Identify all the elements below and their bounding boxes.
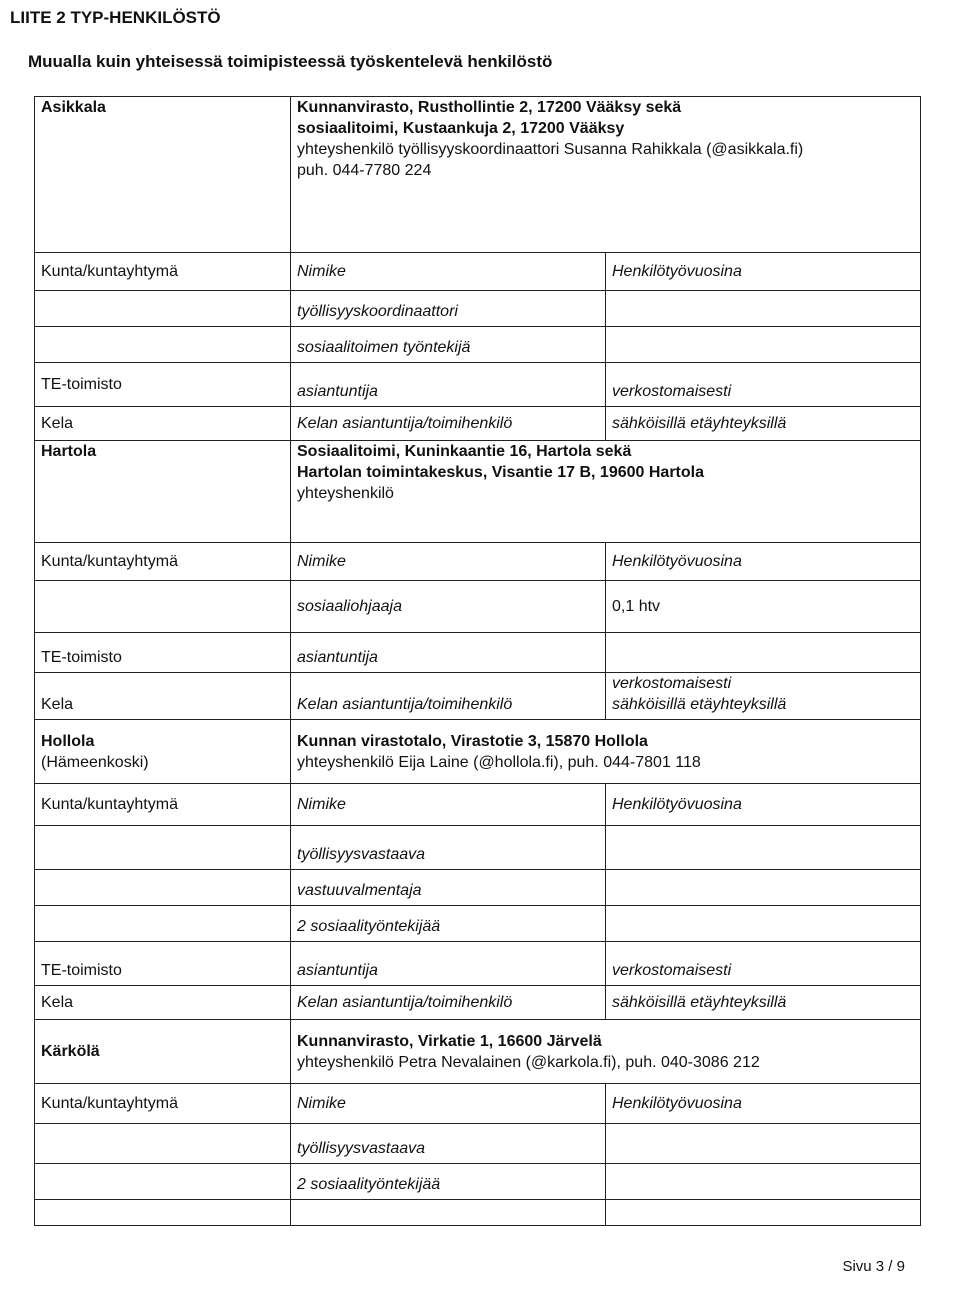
table-cell [606, 673, 921, 720]
table-row [35, 581, 921, 633]
table-cell [606, 1164, 921, 1200]
cell-text: sähköisillä etäyhteyksillä [612, 696, 787, 713]
table-cell [606, 327, 921, 363]
table-cell [606, 363, 921, 407]
document-subtitle: Muualla kuin yhteisessä toimipisteessä työskentelevä henkilöstö [28, 52, 553, 71]
staff-table-body [35, 97, 921, 1226]
table-row [35, 1164, 921, 1200]
cell-text: verkostomaisesti [612, 383, 732, 400]
cell-text: Nimike [297, 263, 346, 280]
cell-text: Nimike [297, 1095, 346, 1112]
cell-text: työllisyyskoordinaattori [297, 303, 458, 320]
cell-text: Kunnanvirasto, Virkatie 1, 16600 Järvelä [297, 1032, 602, 1050]
cell-text: Kelan asiantuntija/toimihenkilö [297, 415, 513, 432]
table-cell [35, 363, 291, 407]
cell-text: työllisyysvastaava [297, 846, 426, 863]
cell-text: Asikkala [41, 99, 106, 116]
table-cell [291, 942, 606, 986]
table-cell [35, 1124, 291, 1164]
table-cell [606, 942, 921, 986]
cell-text: TE-toimisto [41, 962, 122, 979]
table-cell [291, 1124, 606, 1164]
table-cell [291, 906, 606, 942]
cell-text: (Hämeenkoski) [41, 753, 149, 771]
cell-text: sähköisillä etäyhteyksillä [612, 415, 787, 432]
table-row [35, 1084, 921, 1124]
table-cell [35, 1200, 291, 1226]
table-cell [606, 581, 921, 633]
cell-text: Kunta/kuntayhtymä [41, 263, 178, 280]
table-row [35, 1020, 921, 1084]
cell-text: asiantuntija [297, 383, 378, 400]
cell-text: 2 sosiaalityöntekijää [297, 918, 441, 935]
table-row [35, 543, 921, 581]
table-cell [35, 906, 291, 942]
table-cell [291, 581, 606, 633]
cell-text: verkostomaisesti [612, 962, 732, 979]
cell-text: Kunta/kuntayhtymä [41, 796, 178, 813]
table-row [35, 720, 921, 784]
table-cell [291, 826, 606, 870]
table-cell [291, 441, 921, 543]
table-cell [606, 870, 921, 906]
table-cell [291, 633, 606, 673]
table-cell [291, 543, 606, 581]
table-cell [35, 870, 291, 906]
table-row [35, 673, 921, 720]
cell-text: asiantuntija [297, 962, 378, 979]
staff-table [34, 96, 921, 1226]
table-cell [35, 581, 291, 633]
table-row [35, 1200, 921, 1226]
table-cell [291, 291, 606, 327]
table-cell [291, 673, 606, 720]
table-row [35, 1124, 921, 1164]
cell-text: 0,1 htv [612, 598, 661, 615]
table-row [35, 407, 921, 441]
cell-text: Kelan asiantuntija/toimihenkilö [297, 994, 513, 1011]
table-cell [606, 291, 921, 327]
table-cell [35, 1020, 291, 1084]
cell-text: Hollola [41, 732, 95, 750]
table-cell [291, 363, 606, 407]
table-row [35, 253, 921, 291]
table-cell [606, 407, 921, 441]
table-cell [35, 720, 291, 784]
table-cell [35, 784, 291, 826]
cell-text: yhteyshenkilö työllisyyskoordinaattori Susanna Rahikkala (@asikkala.fi) [297, 141, 804, 158]
table-cell [291, 407, 606, 441]
cell-text: TE-toimisto [41, 649, 122, 666]
cell-text: Nimike [297, 796, 346, 813]
cell-text: sosiaalitoimi, Kustaankuja 2, 17200 Vääksy [297, 120, 625, 137]
cell-text: puh. 044-7780 224 [297, 162, 432, 179]
table-row [35, 97, 921, 253]
cell-text: Henkilötyövuosina [612, 553, 742, 570]
table-cell [291, 986, 606, 1020]
table-cell [35, 407, 291, 441]
cell-text: Kela [41, 994, 74, 1011]
table-cell [291, 784, 606, 826]
table-row [35, 291, 921, 327]
table-cell [291, 327, 606, 363]
table-row [35, 633, 921, 673]
table-row [35, 327, 921, 363]
table-row [35, 826, 921, 870]
cell-text: asiantuntija [297, 649, 378, 666]
table-cell [606, 906, 921, 942]
table-cell [35, 441, 291, 543]
table-cell [35, 291, 291, 327]
cell-text: verkostomaisesti [612, 675, 732, 692]
table-cell [35, 1084, 291, 1124]
table-cell [291, 1200, 606, 1226]
table-cell [606, 986, 921, 1020]
table-cell [606, 253, 921, 291]
cell-text: Kunta/kuntayhtymä [41, 1095, 178, 1112]
table-cell [291, 720, 921, 784]
table-row [35, 784, 921, 826]
table-cell [35, 633, 291, 673]
cell-text: Kärkölä [41, 1043, 100, 1060]
table-cell [606, 1124, 921, 1164]
table-cell [35, 942, 291, 986]
cell-text: Nimike [297, 553, 346, 570]
table-cell [35, 673, 291, 720]
table-cell [291, 1084, 606, 1124]
table-cell [291, 253, 606, 291]
cell-text: Kela [41, 415, 74, 432]
table-cell [35, 826, 291, 870]
table-cell [606, 633, 921, 673]
cell-text: Kunnan virastotalo, Virastotie 3, 15870 Hollola [297, 732, 648, 750]
table-row [35, 942, 921, 986]
cell-text: Kunta/kuntayhtymä [41, 553, 178, 570]
table-cell [606, 1084, 921, 1124]
table-cell [35, 543, 291, 581]
cell-text: Henkilötyövuosina [612, 1095, 742, 1112]
table-cell [606, 826, 921, 870]
cell-text: työllisyysvastaava [297, 1140, 426, 1157]
cell-text: Hartola [41, 443, 97, 460]
table-row [35, 906, 921, 942]
table-cell [291, 1020, 921, 1084]
table-cell [35, 986, 291, 1020]
cell-text: Kunnanvirasto, Rusthollintie 2, 17200 Vääksy sekä [297, 99, 682, 116]
table-row [35, 870, 921, 906]
cell-text: TE-toimisto [41, 376, 122, 393]
cell-text: Kela [41, 696, 74, 713]
table-cell [606, 784, 921, 826]
cell-text: yhteyshenkilö Petra Nevalainen (@karkola.fi), puh. 040-3086 212 [297, 1053, 760, 1071]
cell-text: sähköisillä etäyhteyksillä [612, 994, 787, 1011]
cell-text: sosiaalitoimen työntekijä [297, 339, 471, 356]
table-cell [35, 1164, 291, 1200]
cell-text: yhteyshenkilö [297, 485, 394, 502]
cell-text: Kelan asiantuntija/toimihenkilö [297, 696, 513, 713]
cell-text: 2 sosiaalityöntekijää [297, 1176, 441, 1193]
table-cell [35, 97, 291, 253]
table-cell [35, 253, 291, 291]
cell-text: Sosiaalitoimi, Kuninkaantie 16, Hartola sekä [297, 443, 632, 460]
cell-text: sosiaaliohjaaja [297, 598, 402, 615]
cell-text: Henkilötyövuosina [612, 796, 742, 813]
cell-text: Henkilötyövuosina [612, 263, 742, 280]
table-cell [606, 543, 921, 581]
table-cell [606, 1200, 921, 1226]
table-row [35, 986, 921, 1020]
table-row [35, 363, 921, 407]
cell-text: yhteyshenkilö Eija Laine (@hollola.fi), puh. 044-7801 118 [297, 753, 701, 771]
table-cell [291, 870, 606, 906]
cell-text: vastuuvalmentaja [297, 882, 422, 899]
document-title: LIITE 2 TYP-HENKILÖSTÖ [10, 8, 221, 27]
cell-text: Hartolan toimintakeskus, Visantie 17 B, 19600 Hartola [297, 464, 704, 481]
table-cell [291, 97, 921, 253]
table-row [35, 441, 921, 543]
table-cell [291, 1164, 606, 1200]
table-cell [35, 327, 291, 363]
page-number: Sivu 3 / 9 [842, 1258, 905, 1275]
